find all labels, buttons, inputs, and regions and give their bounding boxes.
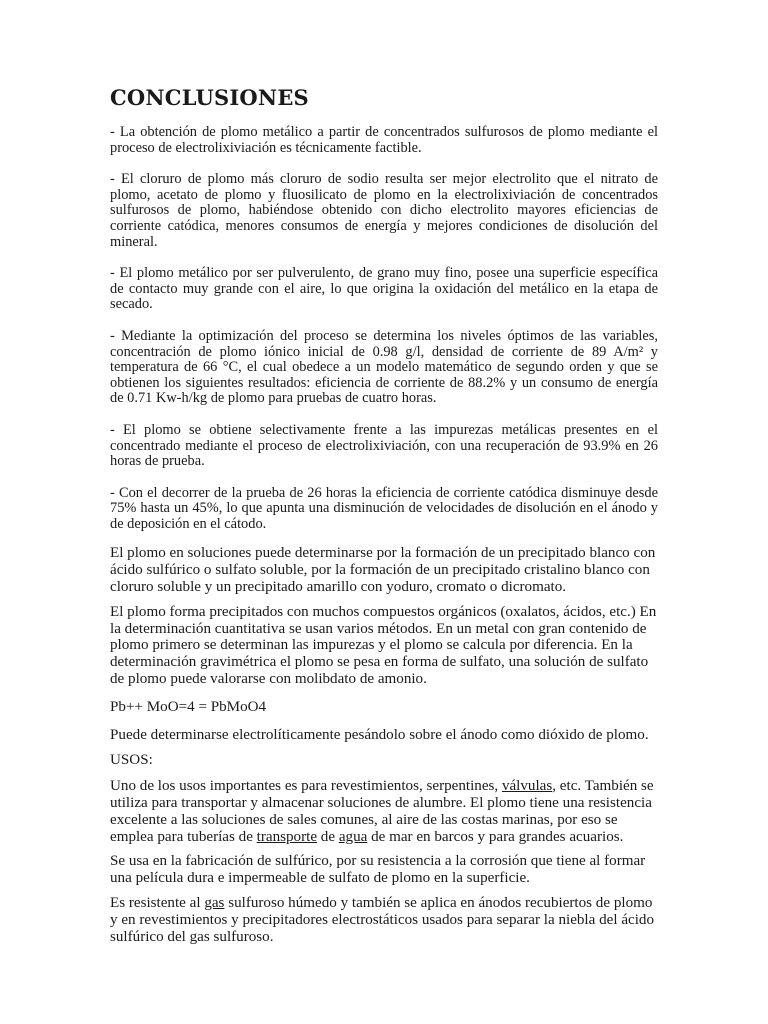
chemical-formula: Pb++ MoO=4 = PbMoO4 [110,698,267,715]
document-page [110,84,658,953]
conclusion-2: - El cloruro de plomo más cloruro de sodio resulta ser mejor electrolito que el nitrato de plomo, acetato de plomo y fluosilicato de plomo en la electrolixiviación de concentrados sulfurosos de plomo, habiéndose obtenido con dicho electrolito mayores eficiencias de corriente catódica, menores consumos de energía y mejores condiciones de disolución del mineral. [110,171,658,250]
determination-paragraph-1: El plomo en soluciones puede determinarse por la formación de un precipitado blanco con ácido sulfúrico o sulfato soluble, por la formación de un precipitado cristalino blanco con cloruro soluble y un precipitado amarillo con yoduro, cromato o dicromato. [110,545,656,596]
usos-heading: USOS: [110,752,153,769]
link-transporte[interactable]: transporte [256,828,318,845]
usos-p3-text-2: sulfuroso húmedo y también se aplica en ánodos recubiertos de plomo y en revestimientos y precipitadores electrostáticos usados para separar la niebla del ácido sulfúrico del gas sulfuroso. [110,895,655,945]
usos-text-3: de [317,828,339,845]
link-valvulas[interactable]: válvulas [501,778,553,795]
page-title: CONCLUSIONES [110,85,309,110]
conclusion-1: - La obtención de plomo metálico a partir de concentrados sulfurosos de plomo mediante el proceso de electrolixiviación es técnicamente factible. [110,124,658,156]
usos-paragraph-3 [110,895,658,945]
usos-text-2: , etc. También se utiliza para transportar y almacenar soluciones de alumbre. El plomo tiene una resistencia excelente a las soluciones de sales comunes, al aire de las costas marinas, por eso se emplea para tuberías de [110,778,654,845]
usos-p3-text-1: Es resistente al [110,895,205,912]
usos-paragraph-1 [110,778,658,845]
conclusion-4: - Mediante la optimización del proceso se determina los niveles óptimos de las variables, concentración de plomo iónico inicial de 0.98 g/l, densidad de corriente de 89 A/m² y temperatura de 66 °C, el cual obedece a un modelo matemático de segundo orden y que se obtienen los siguientes resultados: eficiencia de corriente de 88.2% y un consumo de energía de 0.71 Kw-h/kg de plomo para pruebas de cuatro horas. [110,327,658,407]
conclusion-6: - Con el decorrer de la prueba de 26 horas la eficiencia de corriente catódica disminuye desde 75% hasta un 45%, lo que apunta una disminución de velocidades de disolución en el ánodo y de deposición en el cátodo. [110,484,658,532]
usos-text-1: Uno de los usos importantes es para revestimientos, serpentines, [110,778,502,795]
electrolytic-paragraph: Puede determinarse electrolíticamente pesándolo sobre el ánodo como dióxido de plomo. [110,726,649,743]
conclusion-5: - El plomo se obtiene selectivamente frente a las impurezas metálicas presentes en el concentrado mediante el proceso de electrolixiviación, con una recuperación de 93.9% en 26 horas de prueba. [110,421,658,470]
determination-paragraph-2: El plomo forma precipitados con muchos compuestos orgánicos (oxalatos, ácidos, etc.) En la determinación cuantitativa se usan varios métodos. En un metal con gran contenido de plomo primero se determinan las impurezas y el plomo se calcula por diferencia. En la determinación gravimétrica el plomo se pesa en forma de sulfato, una solución de sulfato de plomo puede valorarse con molibdato de amonio. [110,603,657,688]
link-agua[interactable]: agua [338,828,368,845]
usos-text-4: de mar en barcos y para grandes acuarios. [367,828,624,845]
conclusion-3: - El plomo metálico por ser pulverulento, de grano muy fino, posee una superficie específica de contacto muy grande con el aire, lo que origina la oxidación del metálico en la etapa de secado. [110,265,658,313]
link-gas[interactable]: gas [204,895,225,912]
usos-paragraph-2: Se usa en la fabricación de sulfúrico, por su resistencia a la corrosión que tiene al formar una película dura e impermeable de sulfato de plomo en la superficie. [110,853,646,887]
